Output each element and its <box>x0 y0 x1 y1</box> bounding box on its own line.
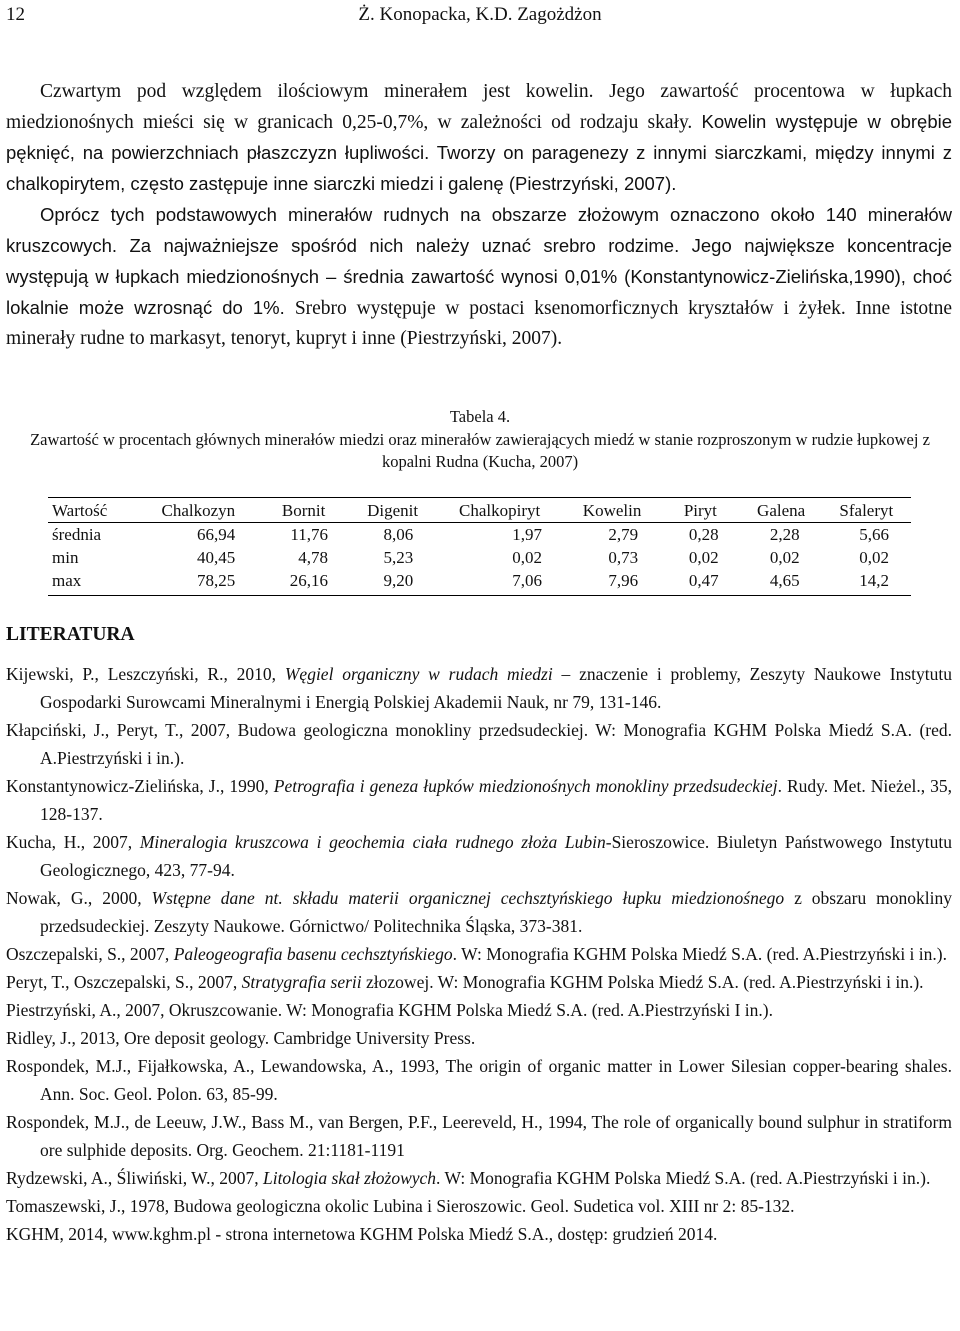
reference-title: Mineralogia kruszcowa i geochemia ciała rudnego złoża Lubin <box>139 832 606 852</box>
p2-sentence-b: Srebro występuje w postaci ksenomorficznych kryształów i żyłek. Inne istotne minerały rudne to markasyt, tenoryt, kupryt i inne (Piestrzyński, 2007). <box>6 298 952 349</box>
table-cell: 4,78 <box>298 548 329 567</box>
table-description: Zawartość w procentach głównych minerałów miedzi oraz minerałów zawierających miedź w stanie rozproszonym w rudzie łupkowej z kopalni Rudna (Kucha, 2007) <box>30 430 930 471</box>
table-caption <box>0 406 960 473</box>
column-header: Sfaleryt <box>822 498 911 523</box>
table-cell: 26,16 <box>257 569 350 596</box>
table-cell: 2,28 <box>769 525 800 544</box>
table-label: Tabela 4. <box>449 407 511 426</box>
reference-list <box>6 660 952 1248</box>
reference-title: Litologia skał złożowych <box>262 1168 437 1188</box>
table-cell: 5,23 <box>383 548 414 567</box>
table-cell: 7,96 <box>564 569 660 596</box>
table-cell: 2,79 <box>608 525 639 544</box>
column-header: Bornit <box>257 498 350 523</box>
reference-title: Paleogeografia basenu cechsztyńskiego <box>173 944 453 964</box>
reference-text: . Rudy. Met. Nieżel., 35, 128-137. <box>40 776 953 824</box>
table-header-row <box>48 498 911 523</box>
row-label: max <box>48 569 139 596</box>
table-row <box>48 546 911 569</box>
reference-item <box>6 1108 952 1164</box>
reference-text: złozowej. W: Monografia KGHM Polska Miedź S.A. (red. A.Piestrzyński i in.). <box>361 972 924 992</box>
column-header: Chalkopiryt <box>435 498 564 523</box>
reference-item <box>6 996 952 1024</box>
reference-text: Kucha, H., 2007, <box>6 832 140 852</box>
p1-sentence-c: Tworzy on paragenezy z innymi siarczkami, między innymi z chalkopirytem, często zastępuje inne siarczki miedzi i galenę (Piestrzyński, 2007). <box>6 142 952 194</box>
reference-text: Piestrzyński, A., 2007, Okruszcowanie. W: Monografia KGHM Polska Miedź S.A. (red. A.Piestrzyński I in.). <box>6 1000 773 1020</box>
table-cell: 0,02 <box>688 548 719 567</box>
table-cell: 0,02 <box>859 548 889 567</box>
table-cell: 1,97 <box>512 525 543 544</box>
running-head: Ż. Konopacka, K.D. Zagożdżon <box>358 4 602 25</box>
reference-title: Węgiel organiczny w rudach miedzi <box>284 664 553 684</box>
reference-text: z obszaru monokliny przedsudeckiej. Zeszyty Naukowe. Górnictwo/ Politechnika Śląska, 373-381. <box>40 888 952 936</box>
table-cell: 66,94 <box>197 525 236 544</box>
reference-item <box>6 1024 952 1052</box>
reference-text: . W: Monografia KGHM Polska Miedź S.A. (red. A.Piestrzyński i in.). <box>436 1168 931 1188</box>
column-header: Kowelin <box>564 498 660 523</box>
table-row <box>48 523 911 547</box>
column-header: Wartość <box>48 498 139 523</box>
reference-text: Rospondek, M.J., de Leeuw, J.W., Bass M., van Bergen, P.F., Leereveld, H., 1994, The role of organically bound sulphur in stratiform ore sulphide deposits. Org. Geochem. 21:1181-1191 <box>6 1112 952 1160</box>
row-label: min <box>52 548 79 567</box>
reference-text: Rydzewski, A., Śliwiński, W., 2007, <box>6 1168 263 1188</box>
reference-item <box>6 828 952 884</box>
reference-item <box>6 940 952 968</box>
reference-text: Rospondek, M.J., Fijałkowska, A., Lewandowska, A., 1993, The origin of organic matter in Lower Silesian copper-bearing shales. Ann. Soc. Geol. Polon. 63, 85-99. <box>6 1056 952 1104</box>
paragraph-2 <box>6 200 952 354</box>
table-cell: 7,06 <box>435 569 564 596</box>
table-cell: 14,2 <box>822 569 911 596</box>
row-label: średnia <box>52 525 102 544</box>
literature-heading: LITERATURA <box>6 624 135 645</box>
table-cell: 4,65 <box>741 569 822 596</box>
reference-item <box>6 716 952 772</box>
table-body <box>48 523 911 596</box>
reference-text: -Sieroszowice. Biuletyn Państwowego Instytutu Geologicznego, 423, 77-94. <box>40 832 952 880</box>
table-cell: 0,73 <box>608 548 639 567</box>
page-header <box>0 2 960 32</box>
table-cell: 9,20 <box>350 569 435 596</box>
reference-text: Kłapciński, J., Peryt, T., 2007, Budowa geologiczna monokliny przedsudeckiej. W: Monografia KGHM Polska Miedź S.A. (red. A.Piestrzyński i in.). <box>6 720 952 768</box>
table-cell: 40,45 <box>197 548 236 567</box>
reference-title: Petrografia i geneza łupków miedzionośnych monokliny przedsudeckiej <box>273 776 778 796</box>
table-cell: 5,66 <box>859 525 889 544</box>
p2-sentence-a: Oprócz tych podstawowych minerałów rudnych na obszarze złożowym oznaczono około 140 minerałów kruszcowych. Za najważniejsze spośród nich należy uznać srebro rodzime. Jego największe koncentracje występują w łupkach miedzionośnych – średnia zawartość wynosi 0,01% (Konstantynowicz-Zielińska,1990), choć lokalnie może wzrosnąć do 1%. <box>6 204 952 318</box>
table-cell: 11,76 <box>290 525 329 544</box>
reference-item <box>6 1164 952 1192</box>
reference-title: Stratygrafia serii <box>241 972 362 992</box>
column-header: Galena <box>741 498 822 523</box>
mineral-table <box>48 497 911 596</box>
reference-text: Tomaszewski, J., 1978, Budowa geologiczna okolic Lubina i Sieroszowic. Geol. Sudetica vol. XIII nr 2: 85-132. <box>6 1196 795 1216</box>
reference-item <box>6 1192 952 1220</box>
page-number: 12 <box>6 4 25 25</box>
reference-text: Kijewski, P., Leszczyński, R., 2010, <box>6 664 285 684</box>
reference-text: Peryt, T., Oszczepalski, S., 2007, <box>6 972 242 992</box>
reference-title: Wstępne dane nt. składu materii organicznej cechsztyńskiego łupku miedzionośnego <box>151 888 785 908</box>
table-cell: 0,02 <box>769 548 800 567</box>
table-cell: 78,25 <box>139 569 257 596</box>
reference-text: KGHM, 2014, www.kghm.pl - strona internetowa KGHM Polska Miedź S.A., dostęp: grudzień 2014. <box>6 1224 718 1244</box>
reference-text: Ridley, J., 2013, Ore deposit geology. Cambridge University Press. <box>6 1028 476 1048</box>
reference-text: Oszczepalski, S., 2007, <box>6 944 174 964</box>
table-cell: 0,02 <box>512 548 543 567</box>
reference-item <box>6 884 952 940</box>
reference-item <box>6 1052 952 1108</box>
reference-text: Nowak, G., 2000, <box>6 888 152 908</box>
reference-item <box>6 660 952 716</box>
table-cell: 0,28 <box>688 525 719 544</box>
paragraph-1 <box>6 77 952 200</box>
body-text <box>6 77 952 354</box>
table-row <box>48 569 911 596</box>
column-header: Chalkozyn <box>139 498 257 523</box>
reference-text: Konstantynowicz-Zielińska, J., 1990, <box>6 776 274 796</box>
table-cell: 8,06 <box>383 525 414 544</box>
table-cell: 0,47 <box>660 569 740 596</box>
reference-item <box>6 968 952 996</box>
reference-text: . W: Monografia KGHM Polska Miedź S.A. (red. A.Piestrzyński i in.). <box>452 944 947 964</box>
reference-item <box>6 772 952 828</box>
p1-sentence-b: Kowelin występuje w obrębie pęknięć, na powierzchniach płaszczyzn łupliwości. <box>6 111 953 163</box>
reference-text: – znaczenie i problemy, Zeszyty Naukowe Instytutu Gospodarki Surowcami Mineralnymi i Energią Polskiej Akademii Nauk, nr 79, 131-146. <box>40 664 952 712</box>
p1-sentence-a: Czwartym pod względem ilościowym minerałem jest kowelin. Jego zawartość procentowa w łupkach miedzionośnych mieści się w granicach 0,25-0,7%, w zależności od rodzaju skały. <box>6 81 952 133</box>
reference-item <box>6 1220 952 1248</box>
column-header: Piryt <box>660 498 740 523</box>
column-header: Digenit <box>350 498 435 523</box>
